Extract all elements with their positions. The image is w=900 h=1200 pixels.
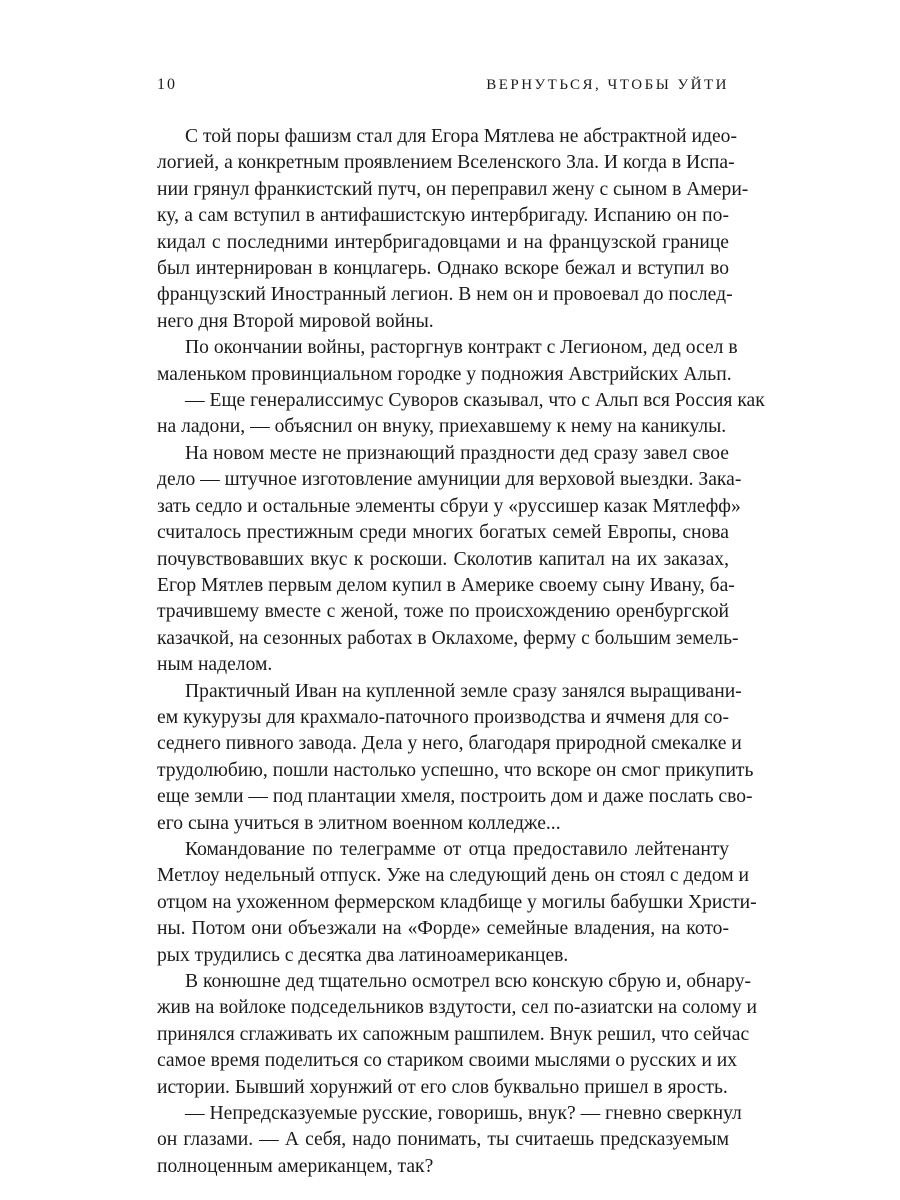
text-line: С той поры фашизм стал для Егора Мятлева не абстрактной идео-: [185, 126, 738, 147]
text-line: был интернирован в концлагерь. Однако вскоре бежал и вступил во: [157, 258, 729, 280]
text-line: На новом месте не признающий праздности дед сразу завел свое: [185, 442, 729, 464]
text-line: В конюшне дед тщательно осмотрел всю конскую сбрую и, обнару-: [185, 971, 752, 992]
text-line: истории. Бывший хорунжий от его слов буквально пришел в ярость.: [157, 1076, 728, 1098]
text-line: дело — штучное изготовление амуниции для верховой выездки. Зака-: [157, 469, 742, 491]
body-text: [157, 124, 765, 1180]
paragraph: [157, 969, 758, 1101]
text-line: Практичный Иван на купленной земле сразу занялся выращивани-: [185, 680, 742, 702]
text-line: нии грянул франкистский путч, он переправил жену с сыном в Амери-: [157, 178, 749, 200]
text-line: его сына учиться в элитном военном колледже...: [157, 812, 561, 834]
text-line: По окончании войны, расторгнув контракт с Легионом, дед осел в: [185, 337, 738, 359]
text-line: кидал с последними интербригадовцами и на французской границе: [157, 231, 729, 253]
text-line: Метлоу недельный отпуск. Уже на следующий день он стоял с дедом и: [157, 865, 750, 887]
paragraph: [157, 1101, 742, 1180]
text-line: трачившему вместе с женой, тоже по происхождению оренбургской: [157, 601, 729, 623]
paragraph: [157, 441, 742, 679]
text-line: — Еще генералиссимус Суворов сказывал, что с Альп вся Россия как: [185, 390, 765, 412]
text-line: он глазами. — А себя, надо понимать, ты считаешь предсказуемым: [157, 1129, 729, 1151]
text-line: принялся сглаживать их сапожным рашпилем. Внук решил, что сейчас: [157, 1023, 750, 1045]
text-line: на ладони, — объяснил он внуку, приехавшему к нему на каникулы.: [157, 416, 727, 438]
text-line: — Непредсказуемые русские, говоришь, внук? — гневно сверкнул: [185, 1103, 742, 1125]
paragraph: [157, 124, 749, 335]
text-line: ку, а сам вступил в антифашистскую интербригаду. Испанию он по-: [157, 205, 729, 227]
text-line: трудолюбию, пошли настолько успешно, что вскоре он смог прикупить: [157, 759, 754, 781]
text-line: жив на войлоке подседельников вздутости, сел по-азиатски на солому и: [157, 997, 758, 1019]
text-line: него дня Второй мировой войны.: [157, 310, 434, 332]
book-title: ВЕРНУТЬСЯ, ЧТОБЫ УЙТИ: [486, 77, 729, 93]
text-line: самое время поделиться со стариком своими мыслями о русских и их: [157, 1050, 738, 1072]
text-line: ем кукурузы для крахмало-паточного производства и ячменя для со-: [157, 706, 729, 728]
text-line: еще земли — под плантации хмеля, построить дом и даже послать сво-: [157, 786, 753, 808]
text-line: рых трудились с десятка два латиноамериканцев.: [157, 944, 569, 966]
text-line: ны. Потом они объезжали на «Форде» семейные владения, на кото-: [157, 918, 729, 940]
text-line: французский Иностранный легион. В нем он и провоевал до послед-: [157, 284, 733, 306]
paragraph: [157, 335, 738, 388]
text-line: ным наделом.: [157, 654, 273, 676]
text-line: казачкой, на сезонных работах в Оклахоме, ферму с большим земель-: [157, 627, 739, 649]
text-line: Командование по телеграмме от отца предоставило лейтенанту: [185, 838, 729, 860]
paragraph: [157, 388, 765, 441]
text-line: Егор Мятлев первым делом купил в Америке своему сыну Ивану, ба-: [157, 574, 735, 596]
text-line: полноценным американцем, так?: [157, 1155, 434, 1177]
text-line: считалось престижным среди многих богатых семей Европы, снова: [157, 522, 729, 544]
text-line: седнего пивного завода. Дела у него, благодаря природной смекалке и: [157, 733, 742, 755]
text-line: зать седло и остальные элементы сбруи у «руссишер казак Мятлефф»: [157, 495, 741, 517]
text-line: отцом на ухоженном фермерском кладбище у могилы бабушки Христи-: [157, 891, 757, 913]
page-number: 10: [157, 76, 177, 93]
paragraph: [157, 679, 754, 837]
running-header: [157, 76, 729, 98]
text-line: почувствовавших вкус к роскоши. Сколотив капитал на их заказах,: [157, 548, 729, 570]
paragraph: [157, 837, 757, 969]
text-line: логией, а конкретным проявлением Вселенского Зла. И когда в Испа-: [157, 152, 735, 174]
text-line: маленьком провинциальном городке у подножия Австрийских Альп.: [157, 363, 732, 385]
